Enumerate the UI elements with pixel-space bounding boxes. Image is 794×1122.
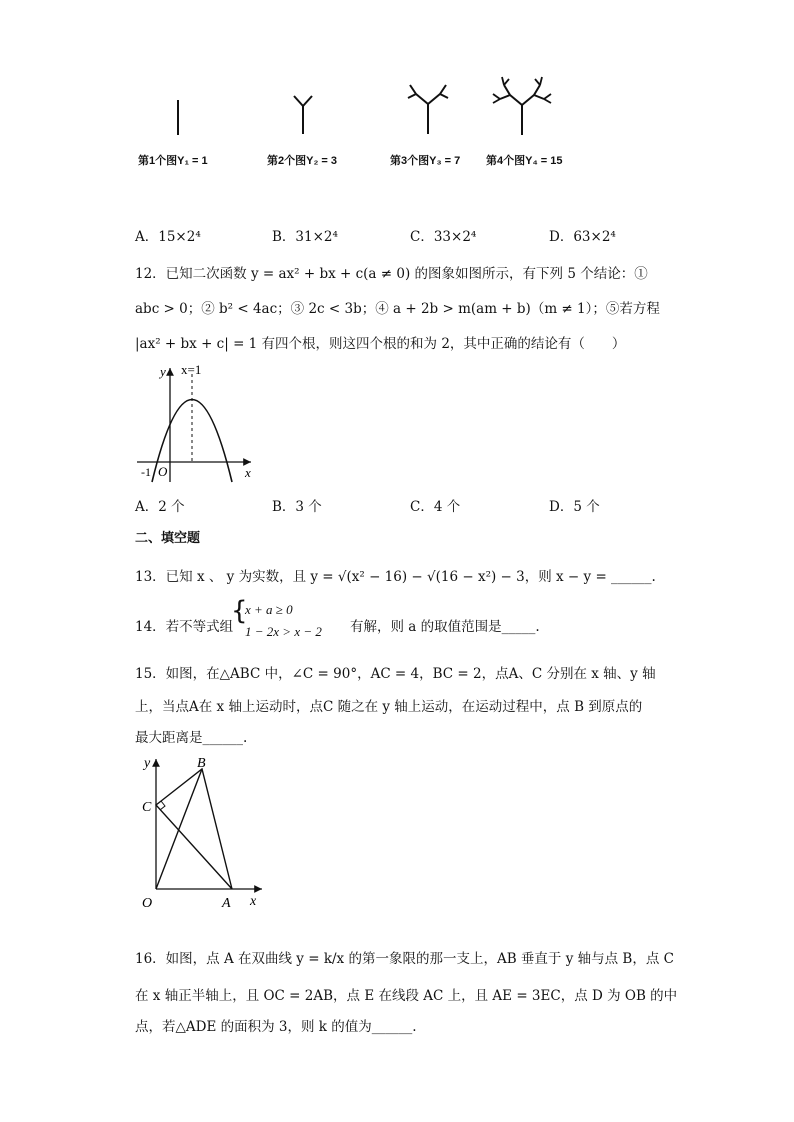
q12-option-a[interactable]: A．2 个 [135,499,185,515]
q11-option-c[interactable]: C．33×2⁴ [410,229,477,245]
q11-option-d[interactable]: D．63×2⁴ [549,229,616,245]
q14-inequality-2: 1 − 2x > x − 2 [245,624,322,639]
q12-option-d[interactable]: D．5 个 [549,499,600,515]
q15-line-2: 上，当点A在 x 轴上运动时，点C 随之在 y 轴上运动，在运动过程中，点 B 到原点的 [135,699,643,715]
tree-figure-3 [398,80,458,140]
q15-point-a: A [222,896,231,911]
q11-option-b[interactable]: B．31×2⁴ [272,229,338,245]
q11-option-a[interactable]: A．15×2⁴ [135,229,201,245]
q12-line-3: |ax² + bx + c| = 1 有四个根，则这四个根的和为 2，其中正确的结论有（ ） [135,336,626,352]
q12-origin-label: O [158,464,168,479]
q15-line-3: 最大距离是______. [135,730,248,746]
q16-line-3: 点，若△ADE 的面积为 3，则 k 的值为______. [135,1019,417,1035]
tree-caption-2: 第2个图Y₂ = 3 [267,155,337,167]
q12-option-b[interactable]: B．3 个 [272,499,322,515]
q15-point-c: C [142,800,152,815]
q15-triangle-graph [140,755,280,915]
tree-caption-3: 第3个图Y₃ = 7 [390,155,461,167]
q12-line-1: 12．已知二次函数 y = ax² + bx + c(a ≠ 0) 的图象如图所示，有下列 5 个结论：① [135,266,648,282]
tree-figure-2 [283,90,323,140]
tree-figure-4 [490,73,554,139]
q12-neg-one-label: -1 [141,465,151,479]
q15-triangle-abc [156,769,232,889]
section-title-fill-in: 二、填空题 [135,531,201,546]
tree-caption-4: 第4个图Y₄ = 15 [486,155,563,167]
q15-point-b: B [197,756,206,771]
q14-brace: { [231,596,248,626]
q15-right-angle-mark [160,801,165,810]
q12-x-label: x [245,465,251,480]
q14-suffix: 有解，则 a 的取值范围是_____. [350,619,540,635]
q15-line-1: 15．如图，在△ABC 中，∠C = 90°，AC = 4，BC = 2，点A、C 分别在 x 轴、y 轴 [135,666,656,682]
q12-axis-line-label: x=1 [181,362,202,377]
q16-line-2: 在 x 轴正半轴上，且 OC = 2AB，点 E 在线段 AC 上，且 AE = 3EC，点 D 为 OB 的中 [135,988,678,1004]
q12-parabola-graph [135,362,265,487]
q12-option-c[interactable]: C．4 个 [410,499,461,515]
q13-text: 13．已知 x 、 y 为实数，且 y = √(x² − 16) − √(16 − x²) − 3，则 x − y = ______. [135,569,656,585]
q14-inequality-1: x + a ≥ 0 [245,602,293,617]
q14-prefix: 14．若不等式组 [135,619,234,635]
tree-figure-1 [168,95,188,145]
tree-caption-1: 第1个图Y₁ = 1 [138,155,208,167]
q15-x-label: x [250,894,257,909]
q16-line-1: 16．如图，点 A 在双曲线 y = k/x 的第一象限的那一支上，AB 垂直于 y 轴与点 B，点 C [135,951,674,967]
q15-y-label: y [144,756,151,771]
q12-y-label: y [160,364,166,379]
q12-line-2: abc > 0；② b² < 4ac；③ 2c < 3b；④ a + 2b > m(am + b)（m ≠ 1）；⑤若方程 [135,301,660,317]
q15-point-o: O [142,896,153,911]
